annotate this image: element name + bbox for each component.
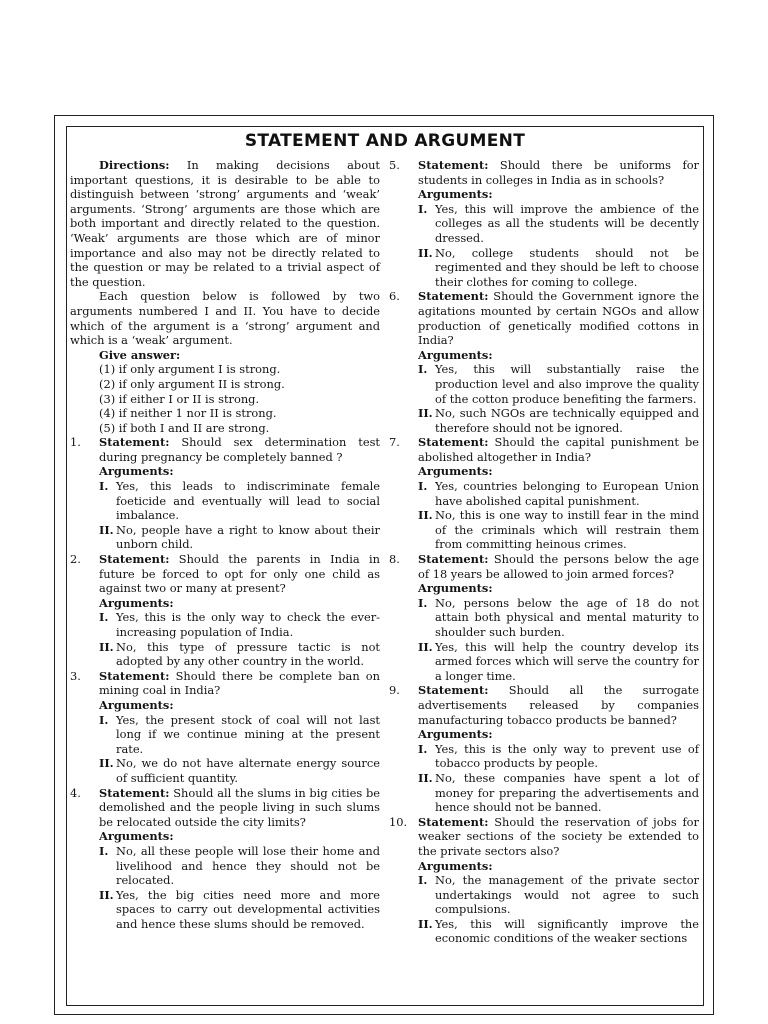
- statement-text: Should the persons below the age of 18 years be allowed to join armed forces?: [418, 552, 699, 581]
- argument-1-text: Yes, this leads to indiscriminate female foeticide and eventually will lead to social imbalance.: [116, 479, 380, 523]
- statement-text: Should the reservation of jobs for weaker sections of the society be extended to the private sectors also?: [418, 814, 699, 858]
- argument-1-text: Yes, countries belonging to European Union have abolished capital punishment.: [435, 479, 699, 508]
- argument-1: [70, 479, 380, 523]
- question-number: 10.: [389, 814, 408, 829]
- argument-1: [70, 610, 380, 639]
- argument-1-text: Yes, this is the only way to check the ever-increasing population of India.: [116, 610, 380, 639]
- statement-label: Statement:: [418, 683, 489, 698]
- argument-1-numeral: I.: [418, 479, 428, 494]
- argument-2-text: No, people have a right to know about their unborn child.: [116, 522, 380, 552]
- argument-2-numeral: II.: [418, 639, 433, 654]
- question-item: [389, 158, 699, 289]
- argument-2: [70, 756, 380, 785]
- argument-2-numeral: II.: [418, 508, 433, 523]
- question-statement: [70, 786, 380, 830]
- page-title: STATEMENT AND ARGUMENT: [244, 131, 526, 151]
- argument-2: [70, 523, 380, 552]
- argument-1-numeral: I.: [418, 201, 428, 216]
- statement-label: Statement:: [99, 668, 170, 683]
- question-item: [70, 669, 380, 786]
- question-number: 6.: [389, 289, 400, 304]
- statement-label: Statement:: [418, 814, 489, 829]
- argument-2-text: No, this type of pressure tactic is not adopted by any other country in the world.: [116, 639, 380, 669]
- question-number: 4.: [70, 785, 81, 800]
- argument-1: [70, 713, 380, 757]
- argument-2: [70, 888, 380, 932]
- argument-2-text: Yes, this will help the country develop its armed forces which will serve the country for a longer time.: [435, 639, 699, 683]
- question-statement: [389, 815, 699, 859]
- question-item: [70, 786, 380, 932]
- argument-2: [389, 917, 699, 946]
- argument-2-text: Yes, this will significantly improve the economic conditions of the weaker sections: [435, 916, 699, 946]
- arguments-label: Arguments:: [418, 187, 493, 202]
- argument-2-numeral: II.: [99, 522, 114, 537]
- give-answer-label: Give answer:: [99, 347, 181, 362]
- argument-2: [389, 771, 699, 815]
- left-column: [70, 158, 380, 931]
- question-item: [70, 435, 380, 552]
- statement-text: Should there be uniforms for students in colleges in India as in schools?: [418, 158, 699, 187]
- argument-2: [70, 640, 380, 669]
- argument-1-numeral: I.: [99, 479, 109, 494]
- argument-2-numeral: II.: [418, 245, 433, 260]
- argument-2: [389, 246, 699, 290]
- arguments-label: Arguments:: [418, 727, 493, 742]
- argument-1-numeral: I.: [418, 873, 428, 888]
- argument-2-text: No, we do not have alternate energy source of sufficient quantity.: [116, 756, 380, 785]
- argument-2-numeral: II.: [418, 770, 433, 785]
- argument-1: [389, 873, 699, 917]
- question-item: [389, 552, 699, 683]
- statement-text: Should the Government ignore the agitations mounted by certain NGOs and allow production of genetically modified cottons in India?: [418, 289, 699, 348]
- directions-label: Directions:: [99, 158, 170, 172]
- question-number: 1.: [70, 435, 81, 450]
- question-statement: [70, 435, 380, 464]
- argument-2-numeral: II.: [99, 756, 114, 771]
- directions-paragraph: [70, 158, 380, 289]
- argument-2-numeral: II.: [418, 406, 433, 421]
- argument-1: [389, 596, 699, 640]
- statement-label: Statement:: [99, 435, 170, 450]
- answer-option: (2) if only argument II is strong.: [99, 376, 285, 391]
- answer-option: (5) if both I and II are strong.: [99, 420, 270, 435]
- argument-2-text: No, such NGOs are technically equipped and therefore should not be ignored.: [435, 406, 699, 435]
- directions-paragraph-2: Each question below is followed by two arguments numbered I and II. You have to decide which of the argument is a ‘strong’ argument and which is a ‘weak’ argument.: [70, 289, 380, 348]
- statement-label: Statement:: [418, 435, 489, 450]
- question-statement: [389, 289, 699, 347]
- arguments-label: Arguments:: [418, 581, 493, 596]
- argument-1: [389, 202, 699, 246]
- questions-left: [70, 435, 380, 931]
- argument-1: [389, 362, 699, 406]
- arguments-label: Arguments:: [99, 697, 174, 712]
- question-statement: [389, 435, 699, 464]
- directions-text: In making decisions about important questions, it is desirable to be able to distinguish between ‘strong’ arguments and ‘weak’ arguments. ‘Strong’ arguments are those which are both important and directly related to the question. ‘Weak’ arguments are those which are of minor importance and also may not be directly related to the question or may be related to a trivial aspect of the question.: [70, 158, 380, 289]
- question-item: [389, 435, 699, 552]
- statement-label: Statement:: [99, 785, 170, 800]
- statement-text: Should there be complete ban on mining coal in India?: [99, 668, 381, 698]
- question-item: [389, 683, 699, 814]
- argument-1: [389, 479, 699, 508]
- argument-1-numeral: I.: [418, 362, 428, 377]
- statement-label: Statement:: [418, 552, 489, 567]
- question-statement: [389, 683, 699, 727]
- question-number: 9.: [389, 683, 400, 698]
- statement-text: Should the parents in India in future be forced to opt for only one child as against two or many at present?: [99, 552, 381, 596]
- argument-1-text: Yes, the present stock of coal will not last long if we continue mining at the present rate.: [116, 712, 380, 756]
- question-number: 3.: [70, 668, 81, 683]
- statement-text: Should all the slums in big cities be demolished and the people living in such slums be relocated outside the city limits?: [99, 785, 381, 829]
- argument-2: [389, 406, 699, 435]
- argument-2-numeral: II.: [99, 887, 114, 902]
- argument-2-text: Yes, the big cities need more and more spaces to carry out developmental activities and hence these slums should be removed.: [116, 887, 380, 931]
- argument-1-numeral: I.: [99, 610, 109, 625]
- argument-2-text: No, this is one way to instill fear in the mind of the criminals which will restrain them from committing heinous crimes.: [435, 508, 699, 552]
- question-statement: [70, 669, 380, 698]
- question-statement: [389, 158, 699, 187]
- arguments-label: Arguments:: [99, 595, 174, 610]
- question-statement: [389, 552, 699, 581]
- right-column: [389, 158, 699, 946]
- statement-text: Should sex determination test during pregnancy be completely banned ?: [99, 435, 380, 464]
- argument-2: [389, 640, 699, 684]
- arguments-label: Arguments:: [418, 464, 493, 479]
- question-number: 2.: [70, 552, 81, 567]
- argument-1-text: Yes, this will improve the ambience of the colleges as all the students will be decently dressed.: [435, 201, 699, 245]
- statement-label: Statement:: [418, 158, 489, 172]
- give-answer-block: [70, 348, 380, 436]
- argument-2: [389, 508, 699, 552]
- argument-2-text: No, college students should not be regimented and they should be left to choose their clothes for coming to college.: [435, 245, 699, 289]
- statement-label: Statement:: [418, 289, 489, 304]
- answer-option: (1) if only argument I is strong.: [99, 362, 281, 377]
- argument-2-numeral: II.: [99, 639, 114, 654]
- question-statement: [70, 552, 380, 596]
- argument-2-text: No, these companies have spent a lot of money for preparing the advertisements and hence should not be banned.: [435, 770, 699, 815]
- argument-1-text: No, persons below the age of 18 do not attain both physical and mental maturity to shoulder such burden.: [435, 595, 699, 639]
- question-item: [389, 289, 699, 435]
- question-item: [389, 815, 699, 946]
- question-number: 5.: [389, 158, 400, 172]
- question-number: 7.: [389, 435, 400, 450]
- argument-2-numeral: II.: [418, 916, 433, 931]
- arguments-label: Arguments:: [99, 464, 174, 479]
- argument-1: [70, 844, 380, 888]
- argument-1-numeral: I.: [418, 595, 428, 610]
- answer-option: (4) if neither 1 nor II is strong.: [99, 406, 277, 421]
- statement-label: Statement:: [99, 552, 170, 567]
- arguments-label: Arguments:: [418, 858, 493, 873]
- questions-right: [389, 158, 699, 946]
- argument-1-numeral: I.: [99, 843, 109, 858]
- statement-text: Should the capital punishment be abolished altogether in India?: [418, 435, 699, 464]
- argument-1-numeral: I.: [418, 741, 428, 756]
- argument-1-text: No, the management of the private sector undertakings would not agree to such compulsions.: [435, 873, 699, 917]
- question-number: 8.: [389, 552, 400, 567]
- argument-1: [389, 742, 699, 771]
- question-item: [70, 552, 380, 669]
- answer-option: (3) if either I or II is strong.: [99, 391, 260, 406]
- argument-1-text: No, all these people will lose their home and livelihood and hence they should not be relocated.: [116, 843, 380, 888]
- argument-1-text: Yes, this will substantially raise the production level and also improve the quality of the cotton produce benefiting the farmers.: [435, 362, 699, 406]
- arguments-label: Arguments:: [99, 829, 174, 844]
- argument-1-text: Yes, this is the only way to prevent use of tobacco products by people.: [435, 741, 699, 771]
- arguments-label: Arguments:: [418, 347, 493, 362]
- statement-text: Should all the surrogate advertisements released by companies manufacturing tobacco products be banned?: [418, 683, 699, 727]
- argument-1-numeral: I.: [99, 712, 109, 727]
